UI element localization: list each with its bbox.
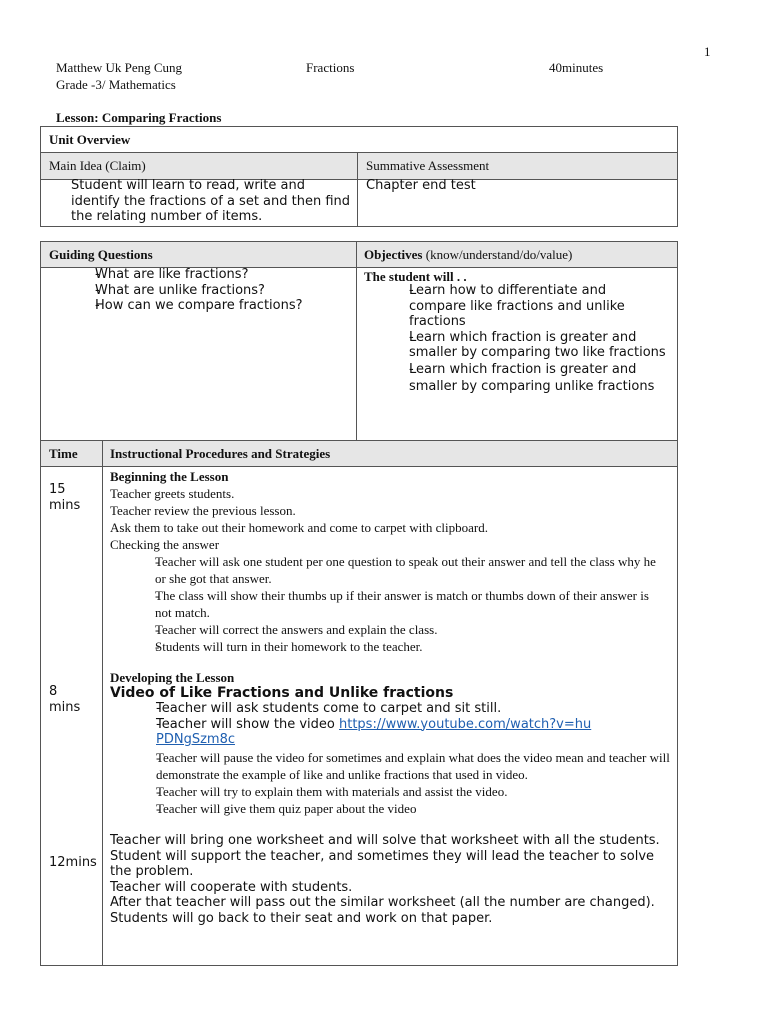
- worksheet-line: Teacher will bring one worksheet and will solve that worksheet with all the students.: [110, 833, 660, 848]
- beginning-bullet: - Teacher will ask one student per one question to speak out their answer and tell the class why he or she got that answer.: [132, 553, 662, 587]
- main-idea-text: Student will learn to read, write and identify the fractions of a set and then find the relating number of items.: [71, 178, 351, 224]
- guiding-question: - How can we compare fractions?: [73, 298, 353, 314]
- developing-bullets-serif: [132, 749, 672, 817]
- beginning-section: [110, 468, 670, 655]
- objectives-list: [387, 283, 667, 396]
- subject-label: Fractions: [306, 60, 355, 75]
- beginning-line: Checking the answer: [110, 537, 220, 552]
- time-header: Time: [49, 446, 78, 461]
- worksheet-line: Students will go back to their seat and work on that paper.: [110, 910, 493, 926]
- strategies-header: Instructional Procedures and Strategies: [110, 446, 331, 461]
- main-idea-header: Main Idea (Claim): [49, 158, 146, 173]
- beginning-bullet: - Students will turn in their homework to the teacher.: [132, 638, 662, 655]
- objective-item: - Learn which fraction is greater and smaller by comparing two like fractions: [387, 330, 667, 361]
- worksheet-line: Student will support the teacher, and sometimes they will lead the teacher to solve the problem.: [110, 848, 655, 879]
- developing-bullet: - Teacher will try to explain them with materials and assist the video.: [132, 783, 672, 800]
- objectives-header-rest: (know/understand/do/value): [422, 247, 573, 262]
- summative-text: Chapter end test: [366, 178, 476, 193]
- guiding-question: - What are like fractions?: [73, 267, 353, 283]
- worksheet-line: Teacher will cooperate with students.: [110, 879, 353, 895]
- objectives-header-bold: Objectives: [364, 247, 423, 262]
- duration-label: 40minutes: [549, 60, 604, 75]
- objectives-header: [364, 247, 572, 263]
- worksheet-section: [110, 833, 672, 926]
- video-title: Video of Like Fractions and Unlike fractions: [110, 685, 454, 701]
- page-number: 1: [704, 44, 711, 59]
- beginning-title: Beginning the Lesson: [110, 469, 229, 484]
- objectives-intro: The student will . .: [364, 269, 467, 284]
- beginning-line: Ask them to take out their homework and come to carpet with clipboard.: [110, 520, 488, 535]
- guiding-questions-header: Guiding Questions: [49, 247, 153, 262]
- grade-label: Grade -3/ Mathematics: [56, 77, 176, 92]
- summative-header: Summative Assessment: [366, 158, 490, 173]
- worksheet-line: After that teacher will pass out the similar worksheet (all the number are changed).: [110, 895, 655, 910]
- developing-bullet: - Teacher will pause the video for sometimes and explain what does the video mean and teacher will demonstrate the example of like and unlike fractions that used in video.: [132, 749, 672, 783]
- developing-bullet: - Teacher will ask students come to carpet and sit still.: [132, 701, 672, 717]
- author-name: Matthew Uk Peng Cung: [56, 60, 183, 75]
- guiding-questions-list: [73, 267, 353, 314]
- developing-title: Developing the Lesson: [110, 670, 235, 685]
- beginning-bullet: - The class will show their thumbs up if their answer is match or thumbs down of their answer is not match.: [132, 587, 662, 621]
- beginning-bullet: - Teacher will correct the answers and explain the class.: [132, 621, 662, 638]
- lesson-title: Lesson: Comparing Fractions: [56, 110, 222, 125]
- video-link[interactable]: https://www.youtube.com/watch?v=huPDNgSzm8c: [156, 716, 592, 747]
- beginning-line: Teacher review the previous lesson.: [110, 503, 296, 518]
- objective-item: - Learn how to differentiate and compare like fractions and unlike fractions: [387, 283, 667, 330]
- unit-overview-heading: Unit Overview: [49, 132, 131, 147]
- objective-item: - Learn which fraction is greater and smaller by comparing unlike fractions: [387, 361, 667, 396]
- developing-bullet: - Teacher will give them quiz paper about the video: [132, 800, 672, 817]
- time-worksheet: 12mins: [49, 855, 97, 870]
- developing-bullet: - Teacher will show the video https://www.youtube.com/watch?v=huPDNgSzm8c: [132, 717, 596, 748]
- guiding-question: - What are unlike fractions?: [73, 283, 353, 299]
- developing-bullets-sans: [132, 701, 672, 748]
- time-developing: 8 mins: [49, 684, 81, 715]
- time-beginning: 15 mins: [49, 482, 81, 513]
- beginning-line: Teacher greets students.: [110, 486, 235, 501]
